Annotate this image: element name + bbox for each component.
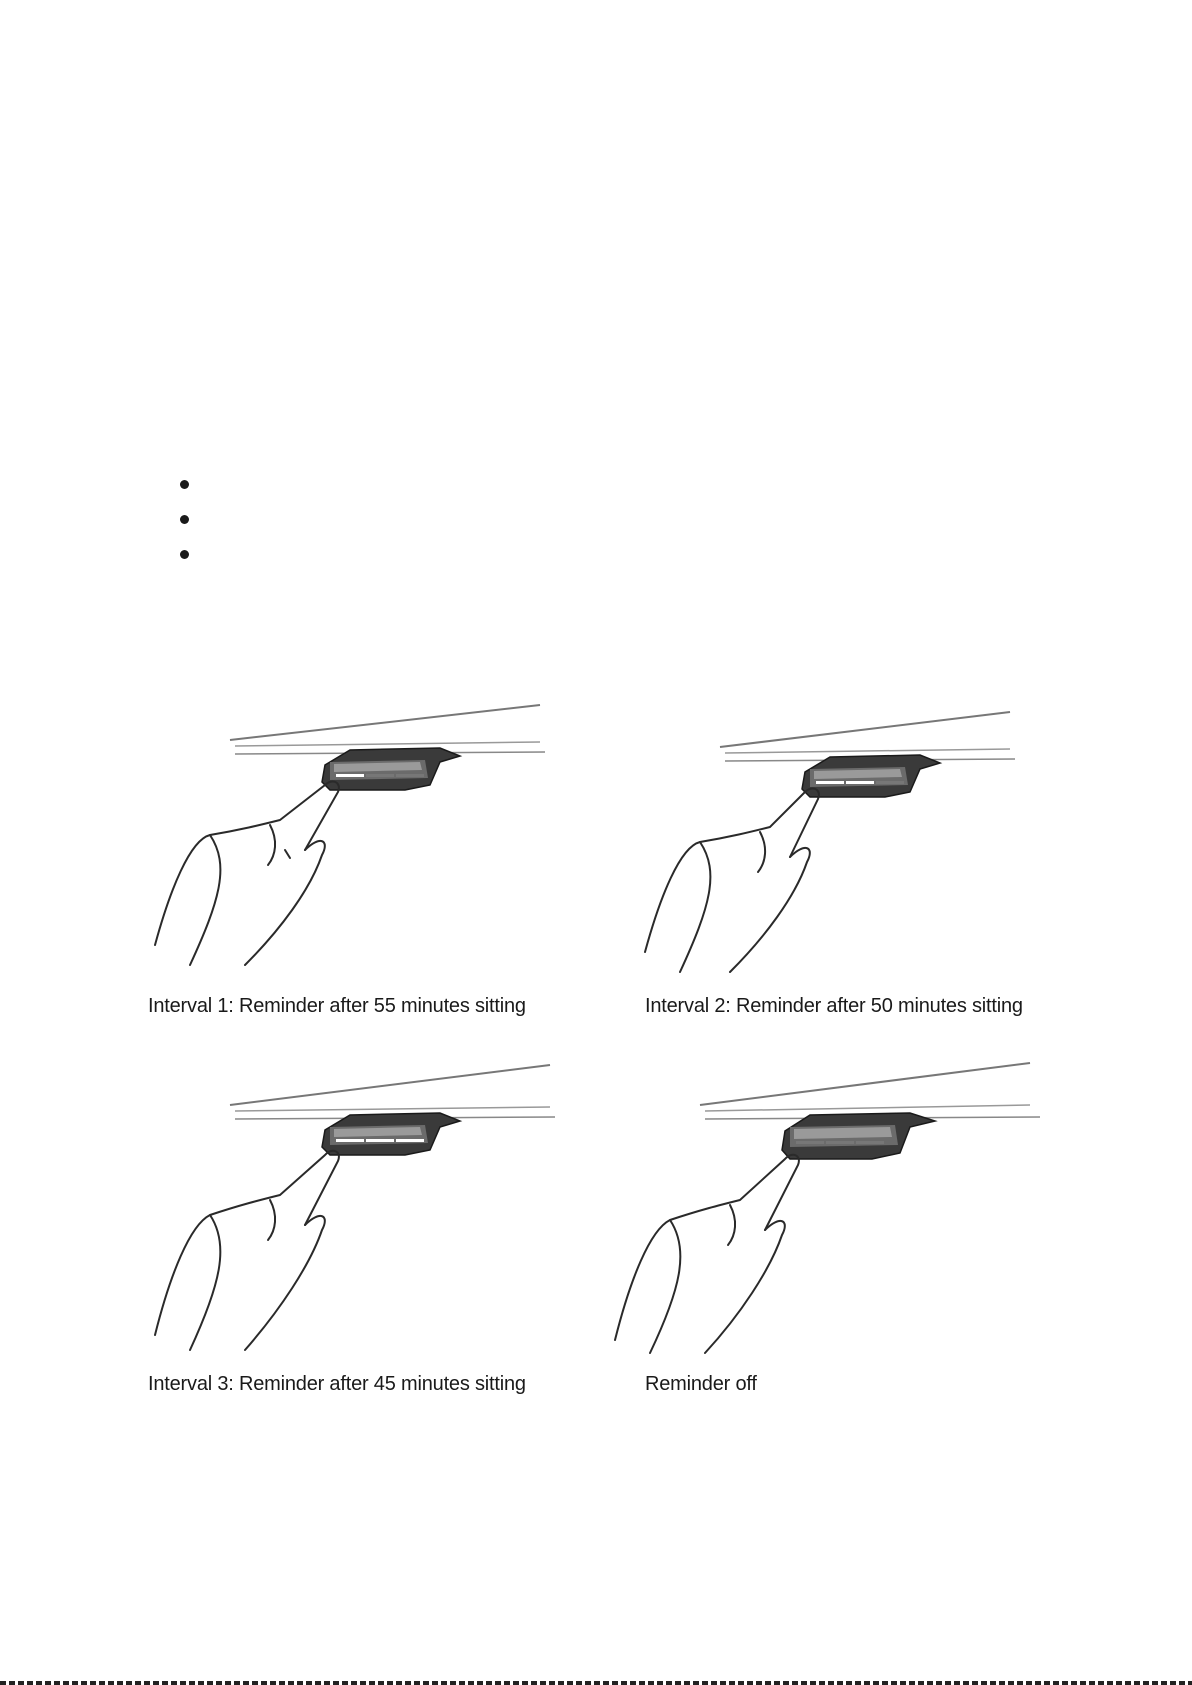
led-segment (366, 1139, 394, 1142)
illustration-interval-3 (150, 1055, 570, 1355)
illustration-reminder-off (610, 1055, 1030, 1355)
caption-reminder-off: Reminder off (645, 1373, 757, 1395)
illustration-interval-2 (640, 697, 1060, 977)
bullet-point (180, 550, 189, 559)
caption-interval-2: Interval 2: Reminder after 50 minutes sitting (645, 995, 1023, 1017)
led-segment (846, 781, 874, 784)
led-segment (816, 781, 844, 784)
hand-pressing-control-panel-illustration (640, 697, 1060, 977)
hand-pressing-control-panel-illustration (610, 1055, 1050, 1355)
bullet-list (180, 480, 189, 585)
page-bottom-rule (0, 1681, 1192, 1685)
led-segment (336, 774, 364, 777)
caption-interval-1: Interval 1: Reminder after 55 minutes sitting (148, 995, 526, 1017)
bullet-point (180, 480, 189, 489)
bullet-point (180, 515, 189, 524)
led-segment (396, 1139, 424, 1142)
illustration-interval-1 (150, 690, 570, 970)
led-segment (336, 1139, 364, 1142)
hand-pressing-control-panel-illustration (150, 690, 570, 970)
hand-pressing-control-panel-illustration (150, 1055, 570, 1355)
caption-interval-3: Interval 3: Reminder after 45 minutes sitting (148, 1373, 526, 1395)
